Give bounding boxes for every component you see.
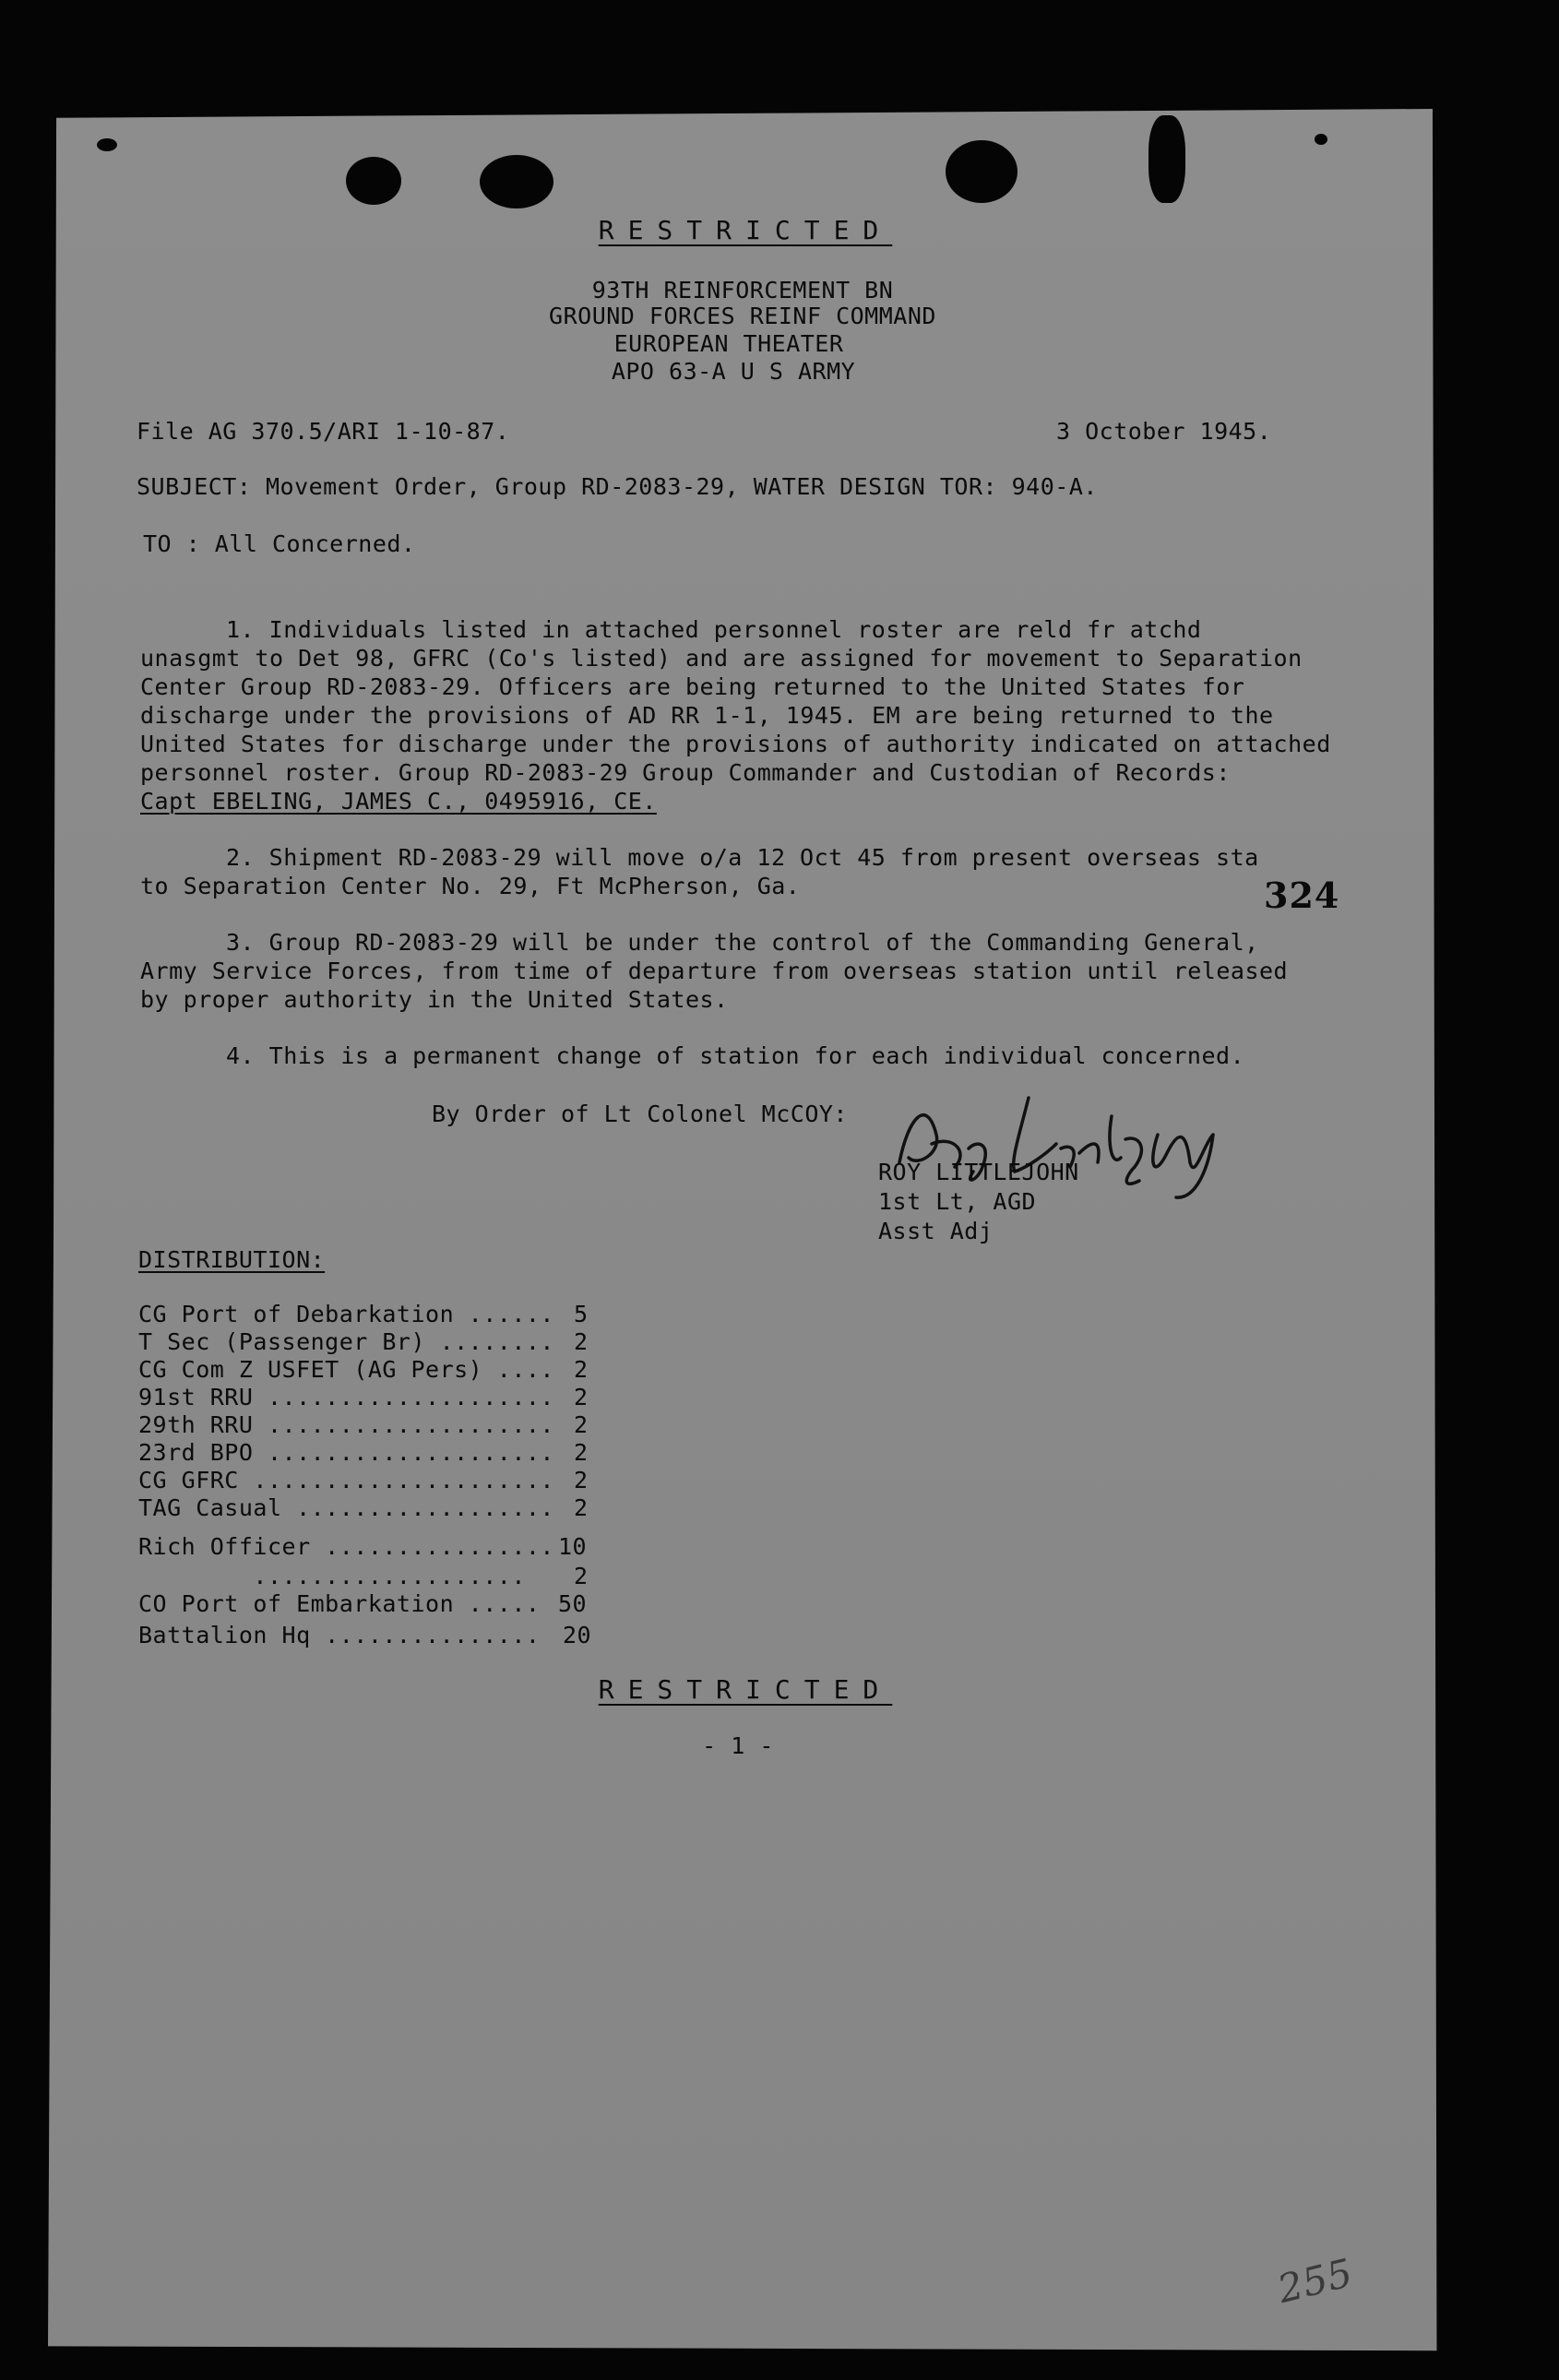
paragraph-3-line: Army Service Forces, from time of departure from overseas station until released xyxy=(140,958,1289,984)
subject-line: SUBJECT: Movement Order, Group RD-2083-29, WATER DESIGN TOR: 940-A. xyxy=(137,473,1098,500)
edge-mark xyxy=(1315,134,1327,145)
paragraph-1-line: United States for discharge under the provisions of authority indicated on attached xyxy=(140,731,1331,757)
distribution-item: CG GFRC ..................... xyxy=(138,1467,554,1493)
document-sheet xyxy=(48,109,1441,2360)
pencil-annotation: 255 xyxy=(1273,2249,1358,2313)
file-reference: File AG 370.5/ARI 1-10-87. xyxy=(137,418,510,445)
stamp-number: 324 xyxy=(1264,875,1340,916)
paragraph-1-line: unasgmt to Det 98, GFRC (Co's listed) and are assigned for movement to Separation xyxy=(140,645,1303,672)
distribution-count: 10 xyxy=(558,1533,588,1560)
page-number: - 1 - xyxy=(702,1732,774,1759)
document-date: 3 October 1945. xyxy=(1056,418,1272,445)
distribution-count: 20 xyxy=(563,1622,592,1648)
to-line: TO : All Concerned. xyxy=(143,530,416,557)
classification-top: RESTRICTED xyxy=(598,215,893,245)
distribution-count: 2 xyxy=(574,1411,589,1438)
distribution-item: 23rd BPO .................... xyxy=(138,1439,554,1466)
paragraph-3-line: by proper authority in the United States. xyxy=(140,986,729,1013)
distribution-item: CO Port of Embarkation ..... xyxy=(138,1590,541,1617)
distribution-count: 2 xyxy=(574,1328,589,1355)
punch-hole xyxy=(946,140,1018,203)
distribution-count: 2 xyxy=(574,1467,589,1493)
by-order-line: By Order of Lt Colonel McCOY: xyxy=(432,1101,848,1127)
distribution-count: 50 xyxy=(558,1590,588,1617)
punch-hole xyxy=(346,157,401,205)
distribution-item: TAG Casual .................. xyxy=(138,1494,554,1521)
distribution-count: 2 xyxy=(574,1439,589,1466)
distribution-item: T Sec (Passenger Br) ........ xyxy=(138,1328,554,1355)
distribution-item: ................... xyxy=(138,1563,526,1589)
unit-line-2: GROUND FORCES REINF COMMAND xyxy=(549,303,936,329)
paragraph-2-line: to Separation Center No. 29, Ft McPherson, Ga. xyxy=(140,873,801,899)
distribution-item: 29th RRU .................... xyxy=(138,1411,554,1438)
classification-bottom: RESTRICTED xyxy=(598,1674,893,1705)
paragraph-4: 4. This is a permanent change of station for each individual concerned. xyxy=(226,1042,1245,1069)
signer-name: ROY LITTLEJOHN xyxy=(878,1159,1079,1185)
distribution-item: Battalion Hq ............... xyxy=(138,1622,541,1648)
distribution-count: 2 xyxy=(574,1494,589,1521)
distribution-item: Rich Officer ................ xyxy=(138,1533,554,1560)
distribution-count: 2 xyxy=(574,1356,589,1383)
unit-line-3: EUROPEAN THEATER xyxy=(613,330,844,357)
paragraph-2-line: 2. Shipment RD-2083-29 will move o/a 12 Oct 45 from present overseas sta xyxy=(226,844,1259,871)
distribution-count: 2 xyxy=(574,1563,589,1589)
signer-rank: 1st Lt, AGD xyxy=(878,1188,1037,1215)
punch-hole xyxy=(480,155,553,208)
paragraph-1-line: Center Group RD-2083-29. Officers are being returned to the United States for xyxy=(140,673,1245,700)
distribution-item: CG Port of Debarkation ...... xyxy=(138,1301,554,1327)
distribution-heading: DISTRIBUTION: xyxy=(138,1246,326,1273)
paragraph-1-line: discharge under the provisions of AD RR 1-1, 1945. EM are being returned to the xyxy=(140,702,1274,729)
punch-hole xyxy=(1148,115,1185,203)
unit-line-4: APO 63-A U S ARMY xyxy=(611,358,856,385)
distribution-count: 5 xyxy=(574,1301,589,1327)
custodian-of-records: Capt EBELING, JAMES C., 0495916, CE. xyxy=(140,788,657,815)
distribution-item: CG Com Z USFET (AG Pers) .... xyxy=(138,1356,554,1383)
distribution-count: 2 xyxy=(574,1384,589,1410)
signer-title: Asst Adj xyxy=(878,1218,994,1244)
distribution-item: 91st RRU .................... xyxy=(138,1384,554,1410)
paragraph-1-line: personnel roster. Group RD-2083-29 Group Commander and Custodian of Records: xyxy=(140,759,1231,786)
edge-mark xyxy=(97,138,117,151)
unit-line-1: 93TH REINFORCEMENT BN xyxy=(591,277,894,303)
paragraph-1-line: 1. Individuals listed in attached personnel roster are reld fr atchd xyxy=(226,616,1202,643)
paragraph-3-line: 3. Group RD-2083-29 will be under the control of the Commanding General, xyxy=(226,929,1259,956)
